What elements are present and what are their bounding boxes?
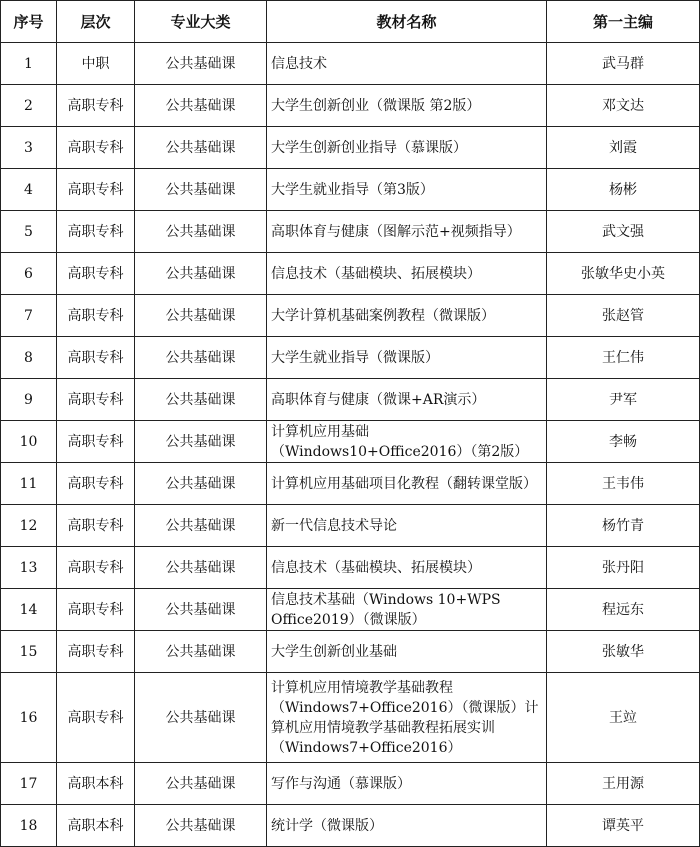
cell-title: 计算机应用基础（Windows10+Office2016）（第2版） <box>267 421 547 463</box>
header-category: 专业大类 <box>135 1 267 43</box>
cell-editor: 杨彬 <box>547 169 700 211</box>
cell-level: 中职 <box>57 43 135 85</box>
cell-level: 高职专科 <box>57 295 135 337</box>
table-row <box>1 127 700 169</box>
cell-title: 高职体育与健康（图解示范+视频指导） <box>267 211 547 253</box>
table-row <box>1 673 700 763</box>
header-no: 序号 <box>1 1 57 43</box>
cell-editor: 李畅 <box>547 421 700 463</box>
cell-editor: 谭英平 <box>547 805 700 847</box>
header-level: 层次 <box>57 1 135 43</box>
cell-title: 新一代信息技术导论 <box>267 505 547 547</box>
cell-no: 17 <box>1 763 57 805</box>
cell-level: 高职专科 <box>57 505 135 547</box>
cell-title: 大学计算机基础案例教程（微课版） <box>267 295 547 337</box>
cell-category: 公共基础课 <box>135 463 267 505</box>
cell-editor: 王仁伟 <box>547 337 700 379</box>
cell-editor: 武马群 <box>547 43 700 85</box>
cell-level: 高职专科 <box>57 379 135 421</box>
cell-editor: 武文强 <box>547 211 700 253</box>
cell-level: 高职专科 <box>57 631 135 673</box>
table-row <box>1 379 700 421</box>
cell-category: 公共基础课 <box>135 421 267 463</box>
cell-editor: 王用源 <box>547 763 700 805</box>
cell-editor: 张丹阳 <box>547 547 700 589</box>
table-row <box>1 337 700 379</box>
header-title: 教材名称 <box>267 1 547 43</box>
cell-category: 公共基础课 <box>135 295 267 337</box>
cell-no: 14 <box>1 589 57 631</box>
cell-level: 高职专科 <box>57 463 135 505</box>
cell-level: 高职专科 <box>57 673 135 763</box>
header-editor: 第一主编 <box>547 1 700 43</box>
cell-no: 13 <box>1 547 57 589</box>
cell-no: 12 <box>1 505 57 547</box>
cell-editor: 程远东 <box>547 589 700 631</box>
cell-category: 公共基础课 <box>135 169 267 211</box>
cell-no: 16 <box>1 673 57 763</box>
table-row <box>1 295 700 337</box>
cell-no: 18 <box>1 805 57 847</box>
cell-category: 公共基础课 <box>135 763 267 805</box>
cell-editor: 杨竹青 <box>547 505 700 547</box>
cell-category: 公共基础课 <box>135 505 267 547</box>
cell-title: 大学生创新创业（微课版 第2版） <box>267 85 547 127</box>
cell-no: 3 <box>1 127 57 169</box>
cell-category: 公共基础课 <box>135 805 267 847</box>
cell-title: 信息技术 <box>267 43 547 85</box>
table-row <box>1 589 700 631</box>
table-row <box>1 169 700 211</box>
cell-editor: 王韦伟 <box>547 463 700 505</box>
cell-category: 公共基础课 <box>135 253 267 295</box>
cell-title: 大学生就业指导（第3版） <box>267 169 547 211</box>
cell-level: 高职本科 <box>57 763 135 805</box>
cell-no: 1 <box>1 43 57 85</box>
cell-category: 公共基础课 <box>135 43 267 85</box>
cell-level: 高职专科 <box>57 85 135 127</box>
cell-category: 公共基础课 <box>135 85 267 127</box>
cell-title: 统计学（微课版） <box>267 805 547 847</box>
table-row <box>1 253 700 295</box>
cell-title: 大学生创新创业指导（慕课版） <box>267 127 547 169</box>
cell-editor: 王竝 <box>547 673 700 763</box>
cell-level: 高职专科 <box>57 337 135 379</box>
table-row <box>1 421 700 463</box>
table-row <box>1 547 700 589</box>
table-row <box>1 763 700 805</box>
cell-no: 6 <box>1 253 57 295</box>
table-row <box>1 505 700 547</box>
cell-title: 信息技术（基础模块、拓展模块） <box>267 253 547 295</box>
cell-no: 4 <box>1 169 57 211</box>
cell-editor: 尹军 <box>547 379 700 421</box>
cell-editor: 张敏华 <box>547 631 700 673</box>
table-row <box>1 43 700 85</box>
table-row <box>1 631 700 673</box>
cell-no: 5 <box>1 211 57 253</box>
table-body <box>1 43 700 847</box>
cell-title: 大学生就业指导（微课版） <box>267 337 547 379</box>
cell-title: 高职体育与健康（微课+AR演示） <box>267 379 547 421</box>
cell-editor: 张敏华史小英 <box>547 253 700 295</box>
cell-level: 高职专科 <box>57 421 135 463</box>
table-row <box>1 211 700 253</box>
cell-editor: 邓文达 <box>547 85 700 127</box>
cell-category: 公共基础课 <box>135 379 267 421</box>
cell-level: 高职专科 <box>57 253 135 295</box>
cell-no: 10 <box>1 421 57 463</box>
cell-level: 高职本科 <box>57 805 135 847</box>
cell-no: 9 <box>1 379 57 421</box>
cell-no: 2 <box>1 85 57 127</box>
cell-category: 公共基础课 <box>135 127 267 169</box>
cell-category: 公共基础课 <box>135 547 267 589</box>
cell-category: 公共基础课 <box>135 589 267 631</box>
cell-level: 高职专科 <box>57 589 135 631</box>
cell-level: 高职专科 <box>57 127 135 169</box>
cell-title: 大学生创新创业基础 <box>267 631 547 673</box>
cell-editor: 刘霞 <box>547 127 700 169</box>
cell-title: 信息技术基础（Windows 10+WPS Office2019）（微课版） <box>267 589 547 631</box>
table-row <box>1 805 700 847</box>
cell-level: 高职专科 <box>57 547 135 589</box>
header-row <box>1 1 700 43</box>
cell-no: 11 <box>1 463 57 505</box>
table-row <box>1 85 700 127</box>
cell-category: 公共基础课 <box>135 673 267 763</box>
cell-title: 写作与沟通（慕课版） <box>267 763 547 805</box>
cell-category: 公共基础课 <box>135 631 267 673</box>
cell-category: 公共基础课 <box>135 337 267 379</box>
cell-level: 高职专科 <box>57 211 135 253</box>
table-row <box>1 463 700 505</box>
cell-no: 15 <box>1 631 57 673</box>
cell-title: 计算机应用基础项目化教程（翻转课堂版） <box>267 463 547 505</box>
cell-no: 7 <box>1 295 57 337</box>
cell-title: 信息技术（基础模块、拓展模块） <box>267 547 547 589</box>
cell-title: 计算机应用情境教学基础教程（Windows7+Office2016）（微课版）计算机应用情境教学基础教程拓展实训（Windows7+Office2016） <box>267 673 547 763</box>
cell-level: 高职专科 <box>57 169 135 211</box>
cell-category: 公共基础课 <box>135 211 267 253</box>
cell-no: 8 <box>1 337 57 379</box>
cell-editor: 张赵管 <box>547 295 700 337</box>
